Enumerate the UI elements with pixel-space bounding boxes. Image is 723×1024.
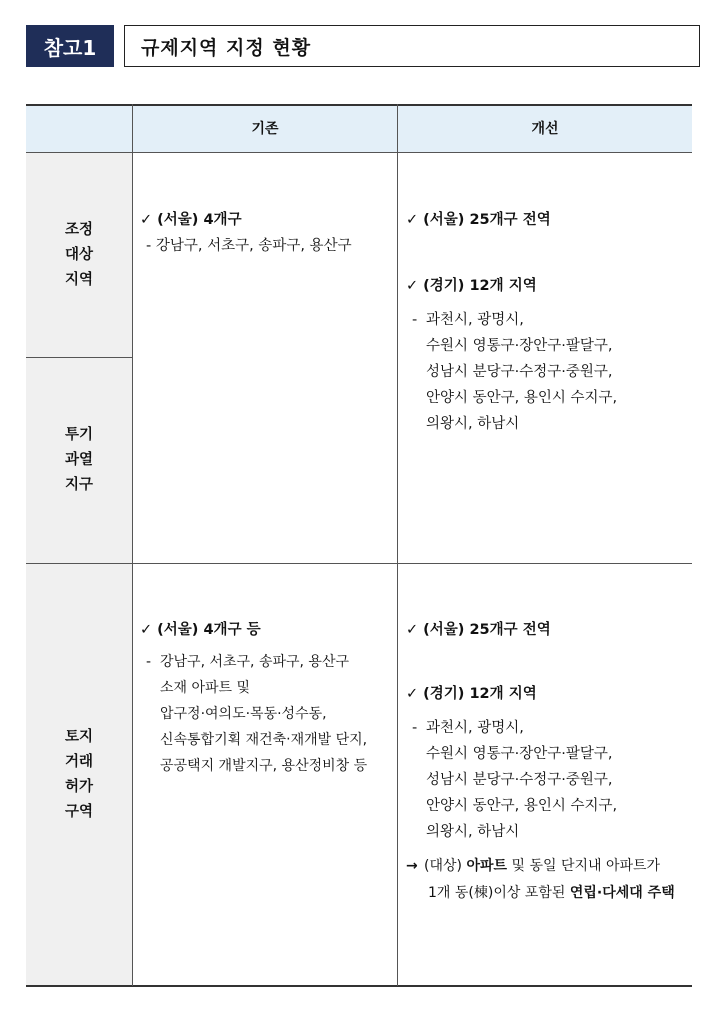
- district-list: - 강남구, 서초구, 송파구, 용산구: [146, 238, 352, 254]
- page-title-text: 규제지역 지정 현황: [141, 36, 312, 59]
- district-line: 공공택지 개발지구, 용산정비창 등: [160, 758, 368, 774]
- row-label-line: 구역: [64, 803, 93, 820]
- arrow-icon: →: [406, 858, 418, 874]
- check-item: ✓ (경기) 12개 지역: [406, 686, 537, 702]
- row-label-line: 대상: [64, 246, 93, 263]
- dash-marker: -: [412, 720, 418, 736]
- header-cell-blank: [26, 104, 132, 152]
- check-icon: ✓: [406, 212, 419, 228]
- district-line: 성남시 분당구·수정구·중원구,: [426, 772, 613, 788]
- district-list: [140, 649, 396, 779]
- column-divider-1: [132, 104, 133, 986]
- table-top-border: [26, 104, 692, 106]
- district-line: 의왕시, 하남시: [426, 416, 520, 432]
- row-divider: [26, 563, 692, 564]
- district-line: 과천시, 광명시,: [426, 312, 524, 328]
- note-line-1: (대상) 아파트 및 동일 단지내 아파트가: [424, 858, 661, 874]
- dash-marker: -: [146, 654, 152, 670]
- district-list: [406, 715, 690, 845]
- side-divider: [26, 357, 132, 358]
- row-label-land-permit-zone: [26, 564, 132, 985]
- district-line: 안양시 동안구, 용인시 수지구,: [426, 798, 618, 814]
- row-label-adjustment-area: [26, 153, 132, 357]
- check-item: ✓ (경기) 12개 지역: [406, 278, 537, 294]
- header-divider: [26, 152, 692, 153]
- header-cell-improved: [398, 104, 692, 152]
- district-line: 과천시, 광명시,: [426, 720, 524, 736]
- district-line: 안양시 동안구, 용인시 수지구,: [426, 390, 618, 406]
- district-line: 수원시 영통구·장안구·팔달구,: [426, 338, 613, 354]
- district-line: 소재 아파트 및: [160, 680, 251, 696]
- target-note: [406, 853, 690, 907]
- row-label-speculation-district: [26, 358, 132, 563]
- check-icon: ✓: [406, 686, 419, 702]
- row-label-line: 토지: [64, 728, 93, 745]
- row1-existing-content: [140, 207, 396, 259]
- check-item: ✓ (서울) 25개구 전역: [406, 212, 551, 228]
- check-icon: ✓: [140, 622, 153, 638]
- row-label-line: 거래: [64, 753, 93, 770]
- check-item: ✓ (서울) 4개구 등: [140, 622, 261, 638]
- district-line: 수원시 영통구·장안구·팔달구,: [426, 746, 613, 762]
- check-icon: ✓: [406, 278, 419, 294]
- column-divider-2: [397, 104, 398, 986]
- row-label-line: 허가: [64, 778, 93, 795]
- check-icon: ✓: [140, 212, 153, 228]
- check-item: ✓ (서울) 25개구 전역: [406, 622, 551, 638]
- table-bottom-border: [26, 985, 692, 987]
- district-line: 신속통합기획 재건축‧재개발 단지,: [160, 732, 368, 748]
- district-list: [406, 307, 690, 437]
- row-label-line: 지역: [64, 271, 93, 288]
- page-title: [124, 25, 700, 67]
- row2-improved-content: [406, 617, 690, 907]
- header-existing-label: 기존: [251, 121, 279, 137]
- row1-improved-content: [406, 207, 690, 437]
- row-label-line: 과열: [64, 452, 93, 468]
- check-icon: ✓: [406, 622, 419, 638]
- row-label-line: 조정: [64, 221, 93, 238]
- header-improved-label: 개선: [531, 121, 559, 137]
- reference-badge: [26, 25, 114, 67]
- row2-existing-content: [140, 617, 396, 779]
- district-line: 강남구, 서초구, 송파구, 용산구: [160, 654, 349, 670]
- row-label-line: 투기: [64, 427, 93, 443]
- row-label-line: 지구: [64, 477, 93, 493]
- reference-badge-label: 참고1: [43, 35, 97, 60]
- district-line: 성남시 분당구·수정구·중원구,: [426, 364, 613, 380]
- check-item: ✓ (서울) 4개구: [140, 212, 242, 228]
- dash-marker: -: [412, 312, 418, 328]
- district-line: 압구정·여의도·목동·성수동,: [160, 706, 327, 722]
- note-line-2: 1개 동(棟)이상 포함된 연립·다세대 주택: [428, 885, 675, 901]
- header-cell-existing: [133, 104, 397, 152]
- district-line: 의왕시, 하남시: [426, 824, 520, 840]
